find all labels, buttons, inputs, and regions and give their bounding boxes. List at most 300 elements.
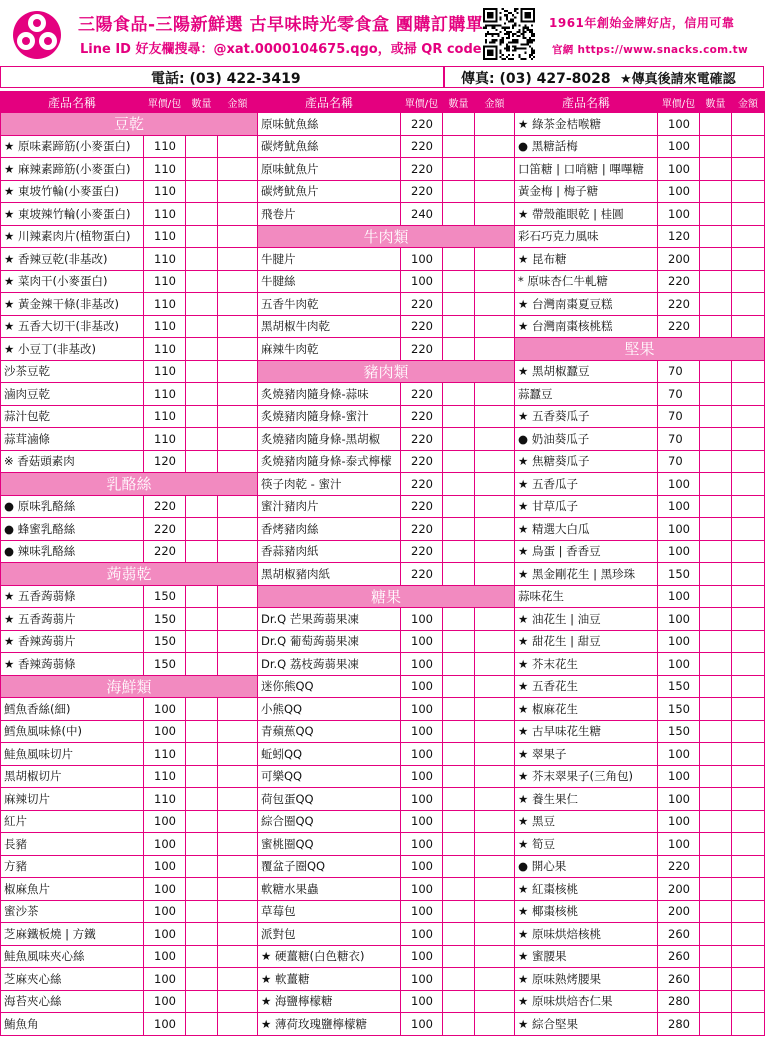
amount-field[interactable]: [218, 990, 258, 1013]
quantity-field[interactable]: [700, 788, 732, 811]
quantity-field[interactable]: [700, 833, 732, 856]
amount-field[interactable]: [732, 270, 765, 293]
quantity-field[interactable]: [700, 315, 732, 338]
amount-field[interactable]: [218, 585, 258, 608]
amount-field[interactable]: [475, 383, 515, 406]
quantity-field[interactable]: [443, 968, 475, 991]
amount-field[interactable]: [732, 518, 765, 541]
amount-field[interactable]: [218, 248, 258, 271]
quantity-field[interactable]: [443, 383, 475, 406]
product-price: 110: [144, 383, 186, 406]
quantity-field[interactable]: [700, 945, 732, 968]
amount-field[interactable]: [732, 135, 765, 158]
amount-field[interactable]: [475, 495, 515, 518]
product-price: 70: [658, 383, 700, 406]
quantity-field[interactable]: [186, 653, 218, 676]
amount-field[interactable]: [218, 225, 258, 248]
amount-field[interactable]: [732, 810, 765, 833]
amount-field[interactable]: [475, 315, 515, 338]
quantity-field[interactable]: [186, 833, 218, 856]
quantity-field[interactable]: [700, 540, 732, 563]
quantity-field[interactable]: [443, 788, 475, 811]
quantity-field[interactable]: [700, 360, 732, 383]
quantity-field[interactable]: [700, 585, 732, 608]
amount-field[interactable]: [218, 270, 258, 293]
amount-field[interactable]: [475, 270, 515, 293]
amount-field[interactable]: [218, 293, 258, 316]
amount-field[interactable]: [475, 743, 515, 766]
quantity-field[interactable]: [186, 450, 218, 473]
quantity-field[interactable]: [186, 383, 218, 406]
quantity-field[interactable]: [186, 810, 218, 833]
amount-field[interactable]: [218, 518, 258, 541]
product-price: 100: [401, 788, 443, 811]
amount-field[interactable]: [475, 788, 515, 811]
table-row: [1, 608, 765, 631]
quantity-field[interactable]: [443, 135, 475, 158]
amount-field[interactable]: [218, 608, 258, 631]
product-price: 100: [144, 698, 186, 721]
quantity-field[interactable]: [186, 315, 218, 338]
quantity-field[interactable]: [700, 563, 732, 586]
quantity-field[interactable]: [443, 315, 475, 338]
amount-field[interactable]: [732, 698, 765, 721]
product-price: 150: [658, 720, 700, 743]
quantity-field[interactable]: [186, 158, 218, 181]
amount-field[interactable]: [218, 810, 258, 833]
amount-field[interactable]: [218, 720, 258, 743]
product-price: 100: [401, 810, 443, 833]
amount-field[interactable]: [218, 698, 258, 721]
quantity-field[interactable]: [443, 248, 475, 271]
product-price: 220: [401, 383, 443, 406]
amount-field[interactable]: [732, 788, 765, 811]
product-name: ★ 五香花生: [515, 675, 658, 698]
amount-field[interactable]: [732, 675, 765, 698]
order-table: [0, 91, 765, 1036]
amount-field[interactable]: [732, 743, 765, 766]
quantity-field[interactable]: [443, 540, 475, 563]
quantity-field[interactable]: [443, 833, 475, 856]
table-row: [1, 293, 765, 316]
quantity-field[interactable]: [186, 180, 218, 203]
product-price: 100: [144, 720, 186, 743]
table-row: [1, 113, 765, 136]
table-row: [1, 698, 765, 721]
amount-field[interactable]: [732, 833, 765, 856]
amount-field[interactable]: [475, 248, 515, 271]
quantity-field[interactable]: [186, 698, 218, 721]
amount-field[interactable]: [732, 248, 765, 271]
product-price: 100: [401, 248, 443, 271]
product-price: 100: [401, 653, 443, 676]
table-row: [1, 135, 765, 158]
quantity-field[interactable]: [700, 248, 732, 271]
quantity-field[interactable]: [443, 518, 475, 541]
amount-field[interactable]: [732, 585, 765, 608]
amount-field[interactable]: [732, 608, 765, 631]
amount-field[interactable]: [475, 653, 515, 676]
product-price: 100: [658, 135, 700, 158]
quantity-field[interactable]: [443, 810, 475, 833]
quantity-field[interactable]: [186, 990, 218, 1013]
product-name: 小熊QQ: [258, 698, 401, 721]
quantity-field[interactable]: [186, 968, 218, 991]
amount-field[interactable]: [218, 540, 258, 563]
amount-field[interactable]: [475, 675, 515, 698]
amount-field[interactable]: [475, 608, 515, 631]
amount-field[interactable]: [732, 630, 765, 653]
quantity-field[interactable]: [700, 743, 732, 766]
amount-field[interactable]: [218, 203, 258, 226]
quantity-field[interactable]: [186, 720, 218, 743]
quantity-field[interactable]: [443, 450, 475, 473]
amount-field[interactable]: [475, 563, 515, 586]
quantity-field[interactable]: [186, 293, 218, 316]
quantity-field[interactable]: [186, 630, 218, 653]
quantity-field[interactable]: [700, 518, 732, 541]
quantity-field[interactable]: [443, 203, 475, 226]
product-name: 派對包: [258, 923, 401, 946]
table-row: [1, 743, 765, 766]
amount-field[interactable]: [732, 383, 765, 406]
quantity-field[interactable]: [700, 428, 732, 451]
quantity-field[interactable]: [700, 653, 732, 676]
quantity-field[interactable]: [700, 135, 732, 158]
quantity-field[interactable]: [443, 720, 475, 743]
amount-field[interactable]: [732, 405, 765, 428]
amount-field[interactable]: [218, 1013, 258, 1036]
amount-field[interactable]: [732, 203, 765, 226]
quantity-field[interactable]: [443, 630, 475, 653]
product-name: ★ 黑豆: [515, 810, 658, 833]
amount-field[interactable]: [475, 765, 515, 788]
col-header-qty: 數量: [700, 92, 732, 113]
col-header-name: 產品名稱: [1, 92, 144, 113]
product-name: 黑胡椒牛肉乾: [258, 315, 401, 338]
amount-field[interactable]: [475, 630, 515, 653]
quantity-field[interactable]: [443, 1013, 475, 1036]
quantity-field[interactable]: [443, 923, 475, 946]
quantity-field[interactable]: [700, 968, 732, 991]
amount-field[interactable]: [732, 315, 765, 338]
amount-field[interactable]: [475, 113, 515, 136]
product-name: 黑胡椒切片: [1, 765, 144, 788]
quantity-field[interactable]: [186, 900, 218, 923]
quantity-field[interactable]: [186, 585, 218, 608]
quantity-field[interactable]: [700, 495, 732, 518]
amount-field[interactable]: [218, 653, 258, 676]
product-name: 蜜沙茶: [1, 900, 144, 923]
product-price: 100: [658, 630, 700, 653]
amount-field[interactable]: [475, 698, 515, 721]
quantity-field[interactable]: [443, 990, 475, 1013]
amount-field[interactable]: [475, 135, 515, 158]
quantity-field[interactable]: [443, 765, 475, 788]
quantity-field[interactable]: [700, 270, 732, 293]
quantity-field[interactable]: [186, 225, 218, 248]
amount-field[interactable]: [475, 518, 515, 541]
product-name: ★ 原味烘焙杏仁果: [515, 990, 658, 1013]
product-price: 70: [658, 450, 700, 473]
amount-field[interactable]: [218, 765, 258, 788]
quantity-field[interactable]: [186, 788, 218, 811]
amount-field[interactable]: [475, 878, 515, 901]
amount-field[interactable]: [732, 113, 765, 136]
amount-field[interactable]: [732, 495, 765, 518]
product-name: 鮭魚風味切片: [1, 743, 144, 766]
amount-field[interactable]: [475, 473, 515, 496]
quantity-field[interactable]: [700, 225, 732, 248]
quantity-field[interactable]: [186, 518, 218, 541]
quantity-field[interactable]: [700, 450, 732, 473]
product-price: 100: [144, 990, 186, 1013]
amount-field[interactable]: [218, 450, 258, 473]
quantity-field[interactable]: [443, 293, 475, 316]
product-price: 220: [658, 315, 700, 338]
amount-field[interactable]: [218, 968, 258, 991]
amount-field[interactable]: [218, 405, 258, 428]
quantity-field[interactable]: [700, 675, 732, 698]
product-price: 110: [144, 338, 186, 361]
quantity-field[interactable]: [443, 743, 475, 766]
category-header: 糖果: [258, 585, 515, 608]
quantity-field[interactable]: [700, 1013, 732, 1036]
amount-field[interactable]: [475, 203, 515, 226]
quantity-field[interactable]: [186, 765, 218, 788]
quantity-field[interactable]: [700, 180, 732, 203]
amount-field[interactable]: [218, 788, 258, 811]
product-name: 迷你熊QQ: [258, 675, 401, 698]
amount-field[interactable]: [218, 630, 258, 653]
quantity-field[interactable]: [700, 810, 732, 833]
quantity-field[interactable]: [700, 113, 732, 136]
amount-field[interactable]: [732, 945, 765, 968]
col-header-price: 單價/包: [658, 92, 700, 113]
quantity-field[interactable]: [700, 293, 732, 316]
amount-field[interactable]: [218, 158, 258, 181]
product-price: 100: [401, 270, 443, 293]
quantity-field[interactable]: [186, 338, 218, 361]
amount-field[interactable]: [218, 383, 258, 406]
quantity-field[interactable]: [700, 878, 732, 901]
quantity-field[interactable]: [186, 878, 218, 901]
amount-field[interactable]: [218, 135, 258, 158]
amount-field[interactable]: [732, 360, 765, 383]
quantity-field[interactable]: [700, 608, 732, 631]
amount-field[interactable]: [218, 180, 258, 203]
quantity-field[interactable]: [186, 360, 218, 383]
quantity-field[interactable]: [700, 720, 732, 743]
quantity-field[interactable]: [700, 630, 732, 653]
product-price: 100: [144, 810, 186, 833]
quantity-field[interactable]: [700, 698, 732, 721]
amount-field[interactable]: [218, 855, 258, 878]
quantity-field[interactable]: [443, 473, 475, 496]
quantity-field[interactable]: [443, 675, 475, 698]
amount-field[interactable]: [732, 878, 765, 901]
quantity-field[interactable]: [186, 743, 218, 766]
amount-field[interactable]: [732, 450, 765, 473]
amount-field[interactable]: [218, 428, 258, 451]
amount-field[interactable]: [218, 923, 258, 946]
amount-field[interactable]: [475, 945, 515, 968]
quantity-field[interactable]: [186, 923, 218, 946]
product-name: 飛卷片: [258, 203, 401, 226]
product-price: 220: [401, 113, 443, 136]
quantity-field[interactable]: [443, 878, 475, 901]
product-name: ★ 菜肉干(小麥蛋白): [1, 270, 144, 293]
quantity-field[interactable]: [186, 945, 218, 968]
quantity-field[interactable]: [443, 158, 475, 181]
amount-field[interactable]: [218, 945, 258, 968]
quantity-field[interactable]: [443, 900, 475, 923]
amount-field[interactable]: [732, 225, 765, 248]
amount-field[interactable]: [475, 720, 515, 743]
quantity-field[interactable]: [443, 698, 475, 721]
amount-field[interactable]: [732, 923, 765, 946]
amount-field[interactable]: [732, 180, 765, 203]
amount-field[interactable]: [475, 540, 515, 563]
quantity-field[interactable]: [186, 428, 218, 451]
amount-field[interactable]: [732, 1013, 765, 1036]
product-name: ★ 川辣素肉片(植物蛋白): [1, 225, 144, 248]
product-name: 方豬: [1, 855, 144, 878]
quantity-field[interactable]: [700, 923, 732, 946]
product-name: 牛腱片: [258, 248, 401, 271]
product-name: ★ 五香瓜子: [515, 473, 658, 496]
category-header: 海鮮類: [1, 675, 258, 698]
amount-field[interactable]: [732, 563, 765, 586]
quantity-field[interactable]: [700, 765, 732, 788]
quantity-field[interactable]: [186, 203, 218, 226]
product-name: ★ 小豆丁(非基改): [1, 338, 144, 361]
amount-field[interactable]: [732, 540, 765, 563]
col-header-amount: 金額: [732, 92, 765, 113]
quantity-field[interactable]: [443, 405, 475, 428]
product-price: 70: [658, 428, 700, 451]
quantity-field[interactable]: [186, 135, 218, 158]
quantity-field[interactable]: [186, 540, 218, 563]
amount-field[interactable]: [475, 428, 515, 451]
amount-field[interactable]: [475, 968, 515, 991]
product-name: ★ 芥末花生: [515, 653, 658, 676]
amount-field[interactable]: [475, 833, 515, 856]
quantity-field[interactable]: [186, 1013, 218, 1036]
product-price: 220: [401, 180, 443, 203]
amount-field[interactable]: [218, 833, 258, 856]
quantity-field[interactable]: [700, 203, 732, 226]
amount-field[interactable]: [732, 855, 765, 878]
qr-code-icon[interactable]: [483, 8, 535, 60]
amount-field[interactable]: [732, 653, 765, 676]
col-header-qty: 數量: [186, 92, 218, 113]
amount-field[interactable]: [218, 743, 258, 766]
product-price: 100: [658, 810, 700, 833]
product-price: 220: [401, 428, 443, 451]
quantity-field[interactable]: [443, 338, 475, 361]
amount-field[interactable]: [732, 990, 765, 1013]
amount-field[interactable]: [218, 878, 258, 901]
amount-field[interactable]: [732, 293, 765, 316]
amount-field[interactable]: [475, 405, 515, 428]
amount-field[interactable]: [732, 158, 765, 181]
quantity-field[interactable]: [443, 608, 475, 631]
amount-field[interactable]: [732, 720, 765, 743]
amount-field[interactable]: [475, 810, 515, 833]
amount-field[interactable]: [475, 180, 515, 203]
product-name: 蚯蚓QQ: [258, 743, 401, 766]
product-price: 100: [658, 113, 700, 136]
product-name: 炙燒豬肉隨身條-蒜味: [258, 383, 401, 406]
amount-field[interactable]: [475, 293, 515, 316]
amount-field[interactable]: [218, 315, 258, 338]
amount-field[interactable]: [475, 900, 515, 923]
amount-field[interactable]: [475, 990, 515, 1013]
quantity-field[interactable]: [443, 653, 475, 676]
product-price: 100: [658, 203, 700, 226]
quantity-field[interactable]: [186, 270, 218, 293]
quantity-field[interactable]: [186, 608, 218, 631]
quantity-field[interactable]: [700, 900, 732, 923]
quantity-field[interactable]: [700, 855, 732, 878]
quantity-field[interactable]: [443, 563, 475, 586]
quantity-field[interactable]: [443, 855, 475, 878]
amount-field[interactable]: [732, 428, 765, 451]
quantity-field[interactable]: [700, 158, 732, 181]
product-name: ★ 香辣蒟蒻條: [1, 653, 144, 676]
amount-field[interactable]: [732, 765, 765, 788]
quantity-field[interactable]: [700, 990, 732, 1013]
amount-field[interactable]: [732, 900, 765, 923]
amount-field[interactable]: [475, 158, 515, 181]
quantity-field[interactable]: [443, 270, 475, 293]
quantity-field[interactable]: [186, 855, 218, 878]
product-name: ★ 黑胡椒蠶豆: [515, 360, 658, 383]
amount-field[interactable]: [475, 338, 515, 361]
quantity-field[interactable]: [443, 180, 475, 203]
product-price: 100: [144, 833, 186, 856]
product-name: 覆盆子圈QQ: [258, 855, 401, 878]
product-name: 筷子肉乾 - 蜜汁: [258, 473, 401, 496]
table-row: [1, 225, 765, 248]
quantity-field[interactable]: [186, 405, 218, 428]
amount-field[interactable]: [732, 968, 765, 991]
quantity-field[interactable]: [443, 113, 475, 136]
quantity-field[interactable]: [186, 248, 218, 271]
product-price: 110: [144, 360, 186, 383]
amount-field[interactable]: [475, 855, 515, 878]
quantity-field[interactable]: [700, 405, 732, 428]
table-row: [1, 405, 765, 428]
quantity-field[interactable]: [700, 383, 732, 406]
amount-field[interactable]: [218, 338, 258, 361]
quantity-field[interactable]: [443, 428, 475, 451]
amount-field[interactable]: [475, 923, 515, 946]
quantity-field[interactable]: [443, 495, 475, 518]
quantity-field[interactable]: [700, 473, 732, 496]
amount-field[interactable]: [218, 360, 258, 383]
product-price: 150: [658, 698, 700, 721]
amount-field[interactable]: [732, 473, 765, 496]
amount-field[interactable]: [475, 450, 515, 473]
quantity-field[interactable]: [443, 945, 475, 968]
amount-field[interactable]: [475, 1013, 515, 1036]
quantity-field[interactable]: [186, 495, 218, 518]
amount-field[interactable]: [218, 900, 258, 923]
product-price: 110: [144, 135, 186, 158]
amount-field[interactable]: [218, 495, 258, 518]
